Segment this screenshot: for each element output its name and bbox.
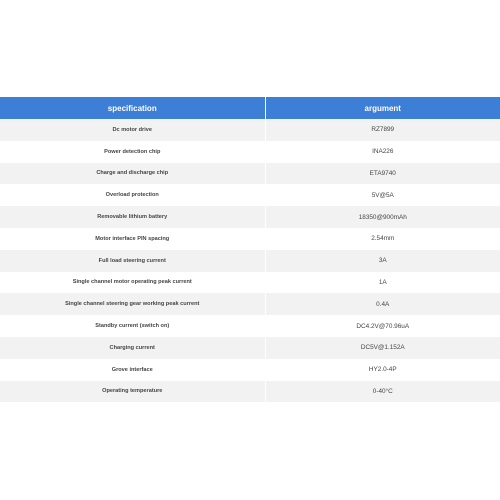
spec-name-cell: Full load steering current: [0, 250, 265, 272]
spec-value-cell: DC4.2V@70.96uA: [265, 315, 500, 337]
spec-name-cell: Operating temperature: [0, 381, 265, 403]
table-row: [0, 293, 500, 315]
spec-name-cell: Power detection chip: [0, 141, 265, 163]
spec-value-cell: HY2.0-4P: [265, 359, 500, 381]
spec-value-cell: 2.54mm: [265, 228, 500, 250]
table-row: [0, 381, 500, 403]
table-row: [0, 315, 500, 337]
spec-name-cell: Overload protection: [0, 184, 265, 206]
spec-value-cell: 5V@5A: [265, 184, 500, 206]
table-row: [0, 228, 500, 250]
spec-value-cell: 0-40°C: [265, 381, 500, 403]
spec-value-cell: 18350@900mAh: [265, 206, 500, 228]
spec-value-cell: 3A: [265, 250, 500, 272]
table-row: [0, 337, 500, 359]
spec-name-cell: Single channel motor operating peak current: [0, 272, 265, 294]
table-row: [0, 250, 500, 272]
spec-name-cell: Charging current: [0, 337, 265, 359]
spec-value-cell: DC5V@1.152A: [265, 337, 500, 359]
table-row: [0, 163, 500, 185]
spec-name-cell: Dc motor drive: [0, 119, 265, 141]
spec-value-cell: ETA9740: [265, 163, 500, 185]
spec-value-cell: 0.4A: [265, 293, 500, 315]
header-argument: argument: [265, 97, 500, 119]
table-row: [0, 359, 500, 381]
table-row: [0, 206, 500, 228]
table-row: [0, 119, 500, 141]
spec-name-cell: Single channel steering gear working peak current: [0, 293, 265, 315]
spec-table: [0, 97, 500, 402]
spec-value-cell: 1A: [265, 272, 500, 294]
spec-name-cell: Charge and discharge chip: [0, 163, 265, 185]
header-row: [0, 97, 500, 119]
table-body: [0, 119, 500, 402]
spec-name-cell: Standby current (switch on): [0, 315, 265, 337]
spec-name-cell: Motor interface PIN spacing: [0, 228, 265, 250]
table-header: [0, 97, 500, 119]
spec-value-cell: INA226: [265, 141, 500, 163]
table-row: [0, 184, 500, 206]
header-specification: specification: [0, 97, 265, 119]
table-row: [0, 141, 500, 163]
spec-name-cell: Removable lithium battery: [0, 206, 265, 228]
table-row: [0, 272, 500, 294]
spec-name-cell: Grove interface: [0, 359, 265, 381]
spec-value-cell: RZ7899: [265, 119, 500, 141]
